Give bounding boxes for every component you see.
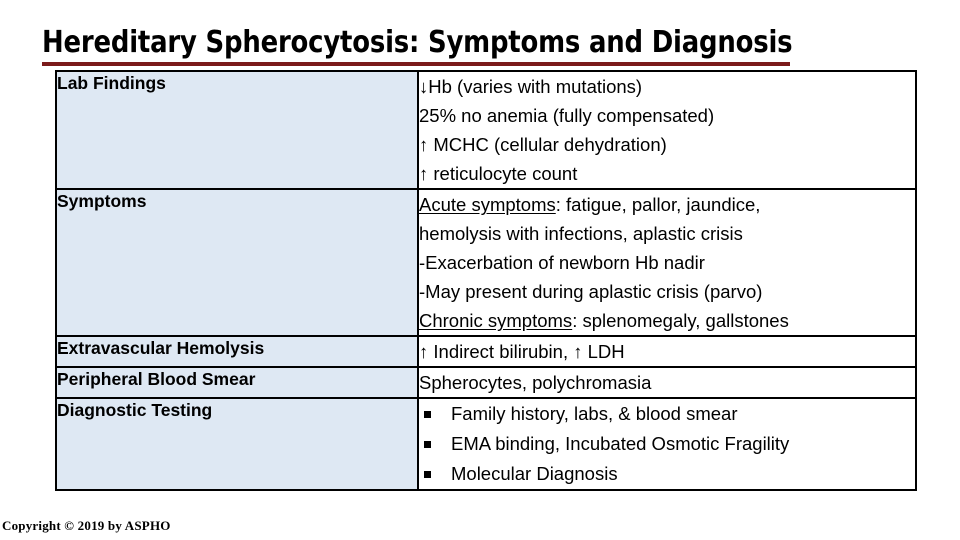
table-row — [56, 189, 916, 336]
table-row — [56, 367, 916, 398]
value-line: Spherocytes, polychromasia — [419, 372, 652, 393]
value-line-text: : fatigue, pallor, jaundice, — [555, 194, 761, 215]
row-value-cell — [418, 367, 916, 398]
value-line — [419, 306, 915, 335]
value-line-text: hemolysis with infections, aplastic crisis — [419, 223, 743, 244]
copyright-notice: Copyright © 2019 by ASPHO — [2, 518, 171, 533]
table-row — [56, 71, 916, 189]
value-line — [419, 248, 915, 277]
row-value-cell — [418, 398, 916, 490]
value-line — [419, 190, 915, 219]
value-line: ↑ MCHC (cellular dehydration) — [419, 134, 667, 155]
table-row — [56, 398, 916, 490]
value-line-lead: Chronic symptoms — [419, 310, 573, 331]
symptoms-diagnosis-table — [55, 70, 917, 491]
value-line: 25% no anemia (fully compensated) — [419, 105, 715, 126]
value-line: ↓Hb (varies with mutations) — [419, 76, 643, 97]
row-label-cell: Diagnostic Testing — [56, 398, 418, 490]
row-value-cell — [418, 336, 916, 367]
value-line-lead: Acute symptoms — [419, 194, 556, 215]
list-item-label: Molecular Diagnosis — [451, 463, 618, 484]
square-bullet-icon — [424, 441, 431, 448]
page-title: Hereditary Spherocytosis: Symptoms and Diagnosis — [42, 25, 793, 60]
list-item-label: EMA binding, Incubated Osmotic Fragility — [451, 433, 790, 454]
table-row — [56, 336, 916, 367]
row-value-cell — [418, 189, 916, 336]
list-item — [419, 399, 915, 429]
value-line — [419, 219, 915, 248]
value-line-text: -May present during aplastic crisis (parvo) — [419, 281, 763, 302]
row-label-cell: Peripheral Blood Smear — [56, 367, 418, 398]
title-block — [42, 26, 792, 66]
square-bullet-icon — [424, 411, 431, 418]
row-label-cell: Lab Findings — [56, 71, 418, 189]
title-underline-rule — [42, 62, 790, 66]
row-label-cell: Symptoms — [56, 189, 418, 336]
value-line: ↑ Indirect bilirubin, ↑ LDH — [419, 341, 625, 362]
row-label-cell: Extravascular Hemolysis — [56, 336, 418, 367]
square-bullet-icon — [424, 471, 431, 478]
value-line: ↑ reticulocyte count — [419, 163, 578, 184]
list-item-label: Family history, labs, & blood smear — [451, 403, 738, 424]
value-line — [419, 277, 915, 306]
bullet-list — [419, 399, 915, 489]
table-body — [56, 71, 916, 490]
value-line-text: : splenomegaly, gallstones — [572, 310, 789, 331]
value-line-text: -Exacerbation of newborn Hb nadir — [419, 252, 705, 273]
list-item — [419, 459, 915, 489]
list-item — [419, 429, 915, 459]
row-value-cell — [418, 71, 916, 189]
